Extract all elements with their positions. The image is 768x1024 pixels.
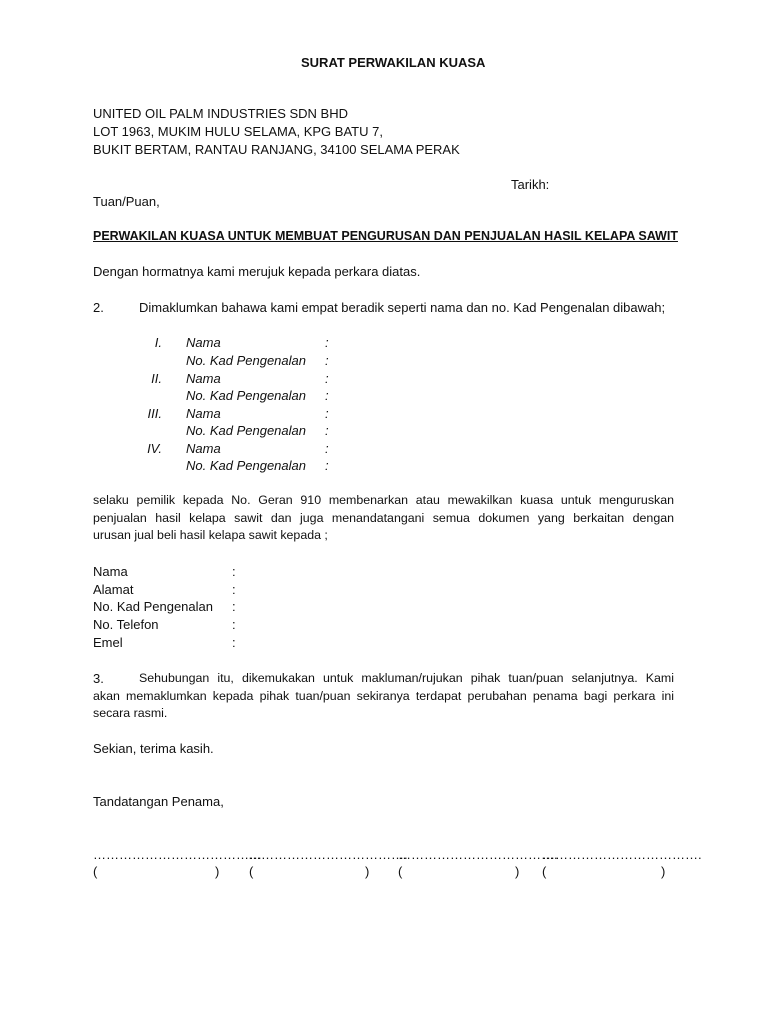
signature-name-open: ( — [398, 864, 403, 879]
rep-field-label: Nama — [93, 564, 128, 579]
authorization-line: penjualan hasil kelapa sawit dan juga menandatangani semua dokumen yang berkaitan dengan — [93, 510, 674, 525]
para3-number: 3. — [93, 671, 104, 686]
owner-name-label: Nama — [186, 406, 221, 421]
owner-name-label: Nama — [186, 371, 221, 386]
owner-ic-colon: : — [325, 388, 329, 403]
rep-field-colon: : — [232, 564, 236, 579]
owner-ic-colon: : — [325, 353, 329, 368]
rep-field-label: No. Kad Pengenalan — [93, 599, 213, 614]
rep-field-colon: : — [232, 599, 236, 614]
owner-name-colon: : — [325, 406, 329, 421]
owner-ic-label: No. Kad Pengenalan — [186, 353, 306, 368]
signature-name-close: ) — [215, 864, 220, 879]
owner-numeral: II. — [151, 371, 162, 386]
rep-field-colon: : — [232, 617, 236, 632]
company-address-line1: LOT 1963, MUKIM HULU SELAMA, KPG BATU 7, — [93, 124, 383, 139]
authorization-line: urusan jual beli hasil kelapa sawit kepada ; — [93, 528, 328, 542]
signature-line: ………………………………. — [248, 847, 408, 862]
document-title: SURAT PERWAKILAN KUASA — [301, 55, 486, 70]
para3-paragraph — [93, 670, 674, 723]
para3-line: akan memaklumkan kepada pihak tuan/puan sekiranya terdapat perubahan penama bagi perkara ini — [93, 688, 674, 703]
company-address-line2: BUKIT BERTAM, RANTAU RANJANG, 34100 SELAMA PERAK — [93, 142, 460, 157]
signature-heading: Tandatangan Penama, — [93, 794, 224, 809]
owner-name-colon: : — [325, 335, 329, 350]
rep-field-colon: : — [232, 635, 236, 650]
owner-name-label: Nama — [186, 441, 221, 456]
owner-numeral: I. — [154, 335, 162, 350]
signature-line: ………………………………… — [93, 847, 262, 862]
rep-field-label: Alamat — [93, 582, 134, 597]
rep-field-label: No. Telefon — [93, 617, 159, 632]
para2-number: 2. — [93, 300, 104, 315]
opening-paragraph: Dengan hormatnya kami merujuk kepada perkara diatas. — [93, 264, 421, 279]
para3-line: secara rasmi. — [93, 706, 168, 720]
signature-name-close: ) — [365, 864, 370, 879]
signature-name-close: ) — [661, 864, 666, 879]
owner-ic-colon: : — [325, 458, 329, 473]
signature-name-open: ( — [249, 864, 254, 879]
signature-name-open: ( — [542, 864, 547, 879]
para3-line: Sehubungan itu, dikemukakan untuk makluman/rujukan pihak tuan/puan selanjutnya. Kami — [139, 671, 674, 685]
signature-line: ………………………………. — [542, 847, 702, 862]
owner-numeral: III. — [147, 406, 162, 421]
rep-field-colon: : — [232, 582, 236, 597]
signature-name-open: ( — [93, 864, 98, 879]
authorization-line: selaku pemilik kepada No. Geran 910 membenarkan atau mewakilkan kuasa untuk menguruskan — [93, 493, 674, 507]
date-label: Tarikh: — [511, 177, 550, 192]
owner-ic-label: No. Kad Pengenalan — [186, 388, 306, 403]
signature-line: ………………………………. — [398, 847, 558, 862]
owner-ic-label: No. Kad Pengenalan — [186, 458, 306, 473]
closing-remark: Sekian, terima kasih. — [93, 741, 214, 756]
subject-heading: PERWAKILAN KUASA UNTUK MEMBUAT PENGURUSAN DAN PENJUALAN HASIL KELAPA SAWIT — [93, 229, 678, 243]
owner-ic-label: No. Kad Pengenalan — [186, 423, 306, 438]
salutation: Tuan/Puan, — [93, 194, 160, 209]
owner-ic-colon: : — [325, 423, 329, 438]
para2-text: Dimaklumkan bahawa kami empat beradik seperti nama dan no. Kad Pengenalan dibawah; — [139, 300, 666, 315]
authorization-paragraph — [93, 492, 674, 545]
company-name: UNITED OIL PALM INDUSTRIES SDN BHD — [93, 106, 348, 121]
owner-name-colon: : — [325, 441, 329, 456]
owner-name-colon: : — [325, 371, 329, 386]
signature-name-close: ) — [515, 864, 520, 879]
rep-field-label: Emel — [93, 635, 123, 650]
owner-name-label: Nama — [186, 335, 221, 350]
owner-numeral: IV. — [147, 441, 162, 456]
